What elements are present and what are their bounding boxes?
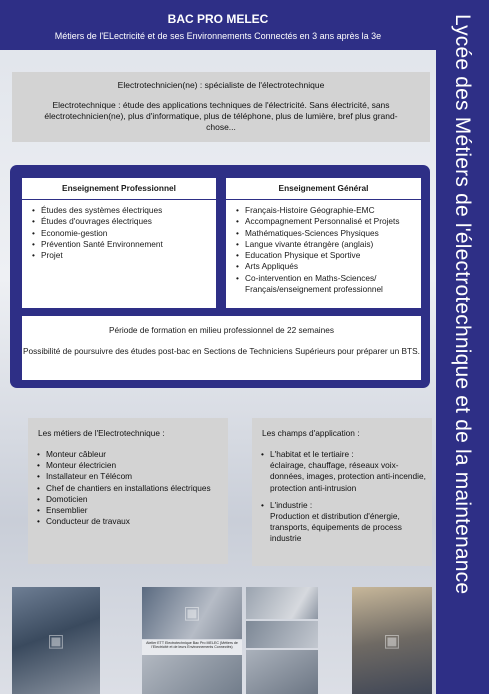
list-item: • Études d'ouvrages électriques — [32, 216, 216, 227]
photo-caption: Atelier ETT Electrotechnique Bac Pro MELEC (Métiers de l'Electricité et de leurs Environnements Connectés) — [142, 640, 242, 655]
photo-workshop-panels — [142, 587, 242, 639]
list-item: • Economie-gestion — [32, 228, 216, 239]
list-item: • Accompagnement Personnalisé et Projets — [236, 216, 421, 227]
metiers-panel — [28, 418, 228, 564]
champs-list — [252, 449, 432, 545]
photo-icon: ▣ — [183, 602, 201, 623]
intro-line1: Electrotechnicien(ne) : spécialiste de l'électrotechnique — [117, 80, 325, 90]
champs-panel — [252, 418, 432, 566]
header-title: BAC PRO MELEC — [167, 12, 269, 26]
photo-electrical-cabinets — [142, 655, 242, 694]
photo-student-panel — [352, 587, 432, 694]
photo-student-workshop — [12, 587, 100, 694]
vertical-sidebar — [436, 0, 489, 694]
list-item — [261, 449, 432, 494]
list-item: • Monteur câbleur — [37, 449, 228, 460]
champs-title: Les champs d'application : — [262, 428, 360, 438]
enseignement-pro-box — [22, 178, 216, 308]
intro-line2: Electrotechnique : étude des applications techniques de l'électricité. Sans électricité, sans électrotechnicien(ne), plus d'informatique, plus de téléphone, plus de lumière, bref plus grand-chose... — [44, 100, 398, 132]
list-item: • Installateur en Télécom — [37, 471, 228, 482]
list-item: • Co-intervention en Maths-Sciences/ Français/enseignement professionnel — [236, 273, 421, 296]
list-item — [261, 500, 432, 545]
champs-item-head: • L'industrie : — [270, 499, 313, 510]
list-item: • Conducteur de travaux — [37, 516, 228, 527]
formation-line2: Possibilité de poursuivre des études post-bac en Sections de Techniciens Supérieurs pour préparer un BTS. — [23, 346, 420, 356]
list-item: • Français-Histoire Géographie-EMC — [236, 205, 421, 216]
list-item: • Études des systèmes électriques — [32, 205, 216, 216]
champs-item-body: Production et distribution d'énergie, transports, équipements de process industrie — [270, 511, 402, 544]
enseignement-pro-title: Enseignement Professionnel — [22, 178, 216, 200]
enseignement-pro-list — [22, 200, 216, 261]
champs-item-head: • L'habitat et le tertiaire : — [270, 449, 354, 459]
header-subtitle: Métiers de l'ELectricité et de ses Environnements Connectés en 3 ans après la 3e — [54, 31, 382, 41]
list-item: • Mathématiques-Sciences Physiques — [236, 228, 421, 239]
list-item: • Prévention Santé Environnement — [32, 239, 216, 250]
header-banner — [0, 0, 436, 50]
list-item: • Domoticien — [37, 494, 228, 505]
list-item: • Projet — [32, 250, 216, 261]
photo-icon: ▣ — [47, 630, 65, 650]
enseignement-gen-list — [226, 200, 421, 295]
intro-panel — [12, 72, 430, 142]
list-item: • Arts Appliqués — [236, 261, 421, 272]
list-item: • Chef de chantiers en installations électriques — [37, 483, 228, 494]
photo-icon: ▣ — [383, 630, 401, 650]
list-item: • Monteur électricien — [37, 460, 228, 471]
photo-workbench — [246, 621, 318, 648]
formation-line1: Période de formation en milieu professionnel de 22 semaines — [108, 325, 335, 335]
vertical-title: Lycée des Métiers de l'électrotechnique et de la maintenance — [451, 14, 474, 595]
enseignement-gen-title: Enseignement Général — [226, 178, 421, 200]
formation-box — [22, 316, 421, 380]
list-item: • Ensemblier — [37, 505, 228, 516]
metiers-title: Les métiers de l'Electrotechnique : — [38, 428, 165, 438]
enseignement-gen-box — [226, 178, 421, 308]
metiers-list — [28, 449, 228, 527]
list-item: • Langue vivante étrangère (anglais) — [236, 239, 421, 250]
list-item: • Education Physique et Sportive — [236, 250, 421, 261]
photo-workshop-room — [246, 587, 318, 619]
champs-item-body: éclairage, chauffage, réseaux voix-données, images, protection anti-incendie, protection anti-intrusion — [270, 460, 426, 493]
photo-equipment — [246, 650, 318, 694]
